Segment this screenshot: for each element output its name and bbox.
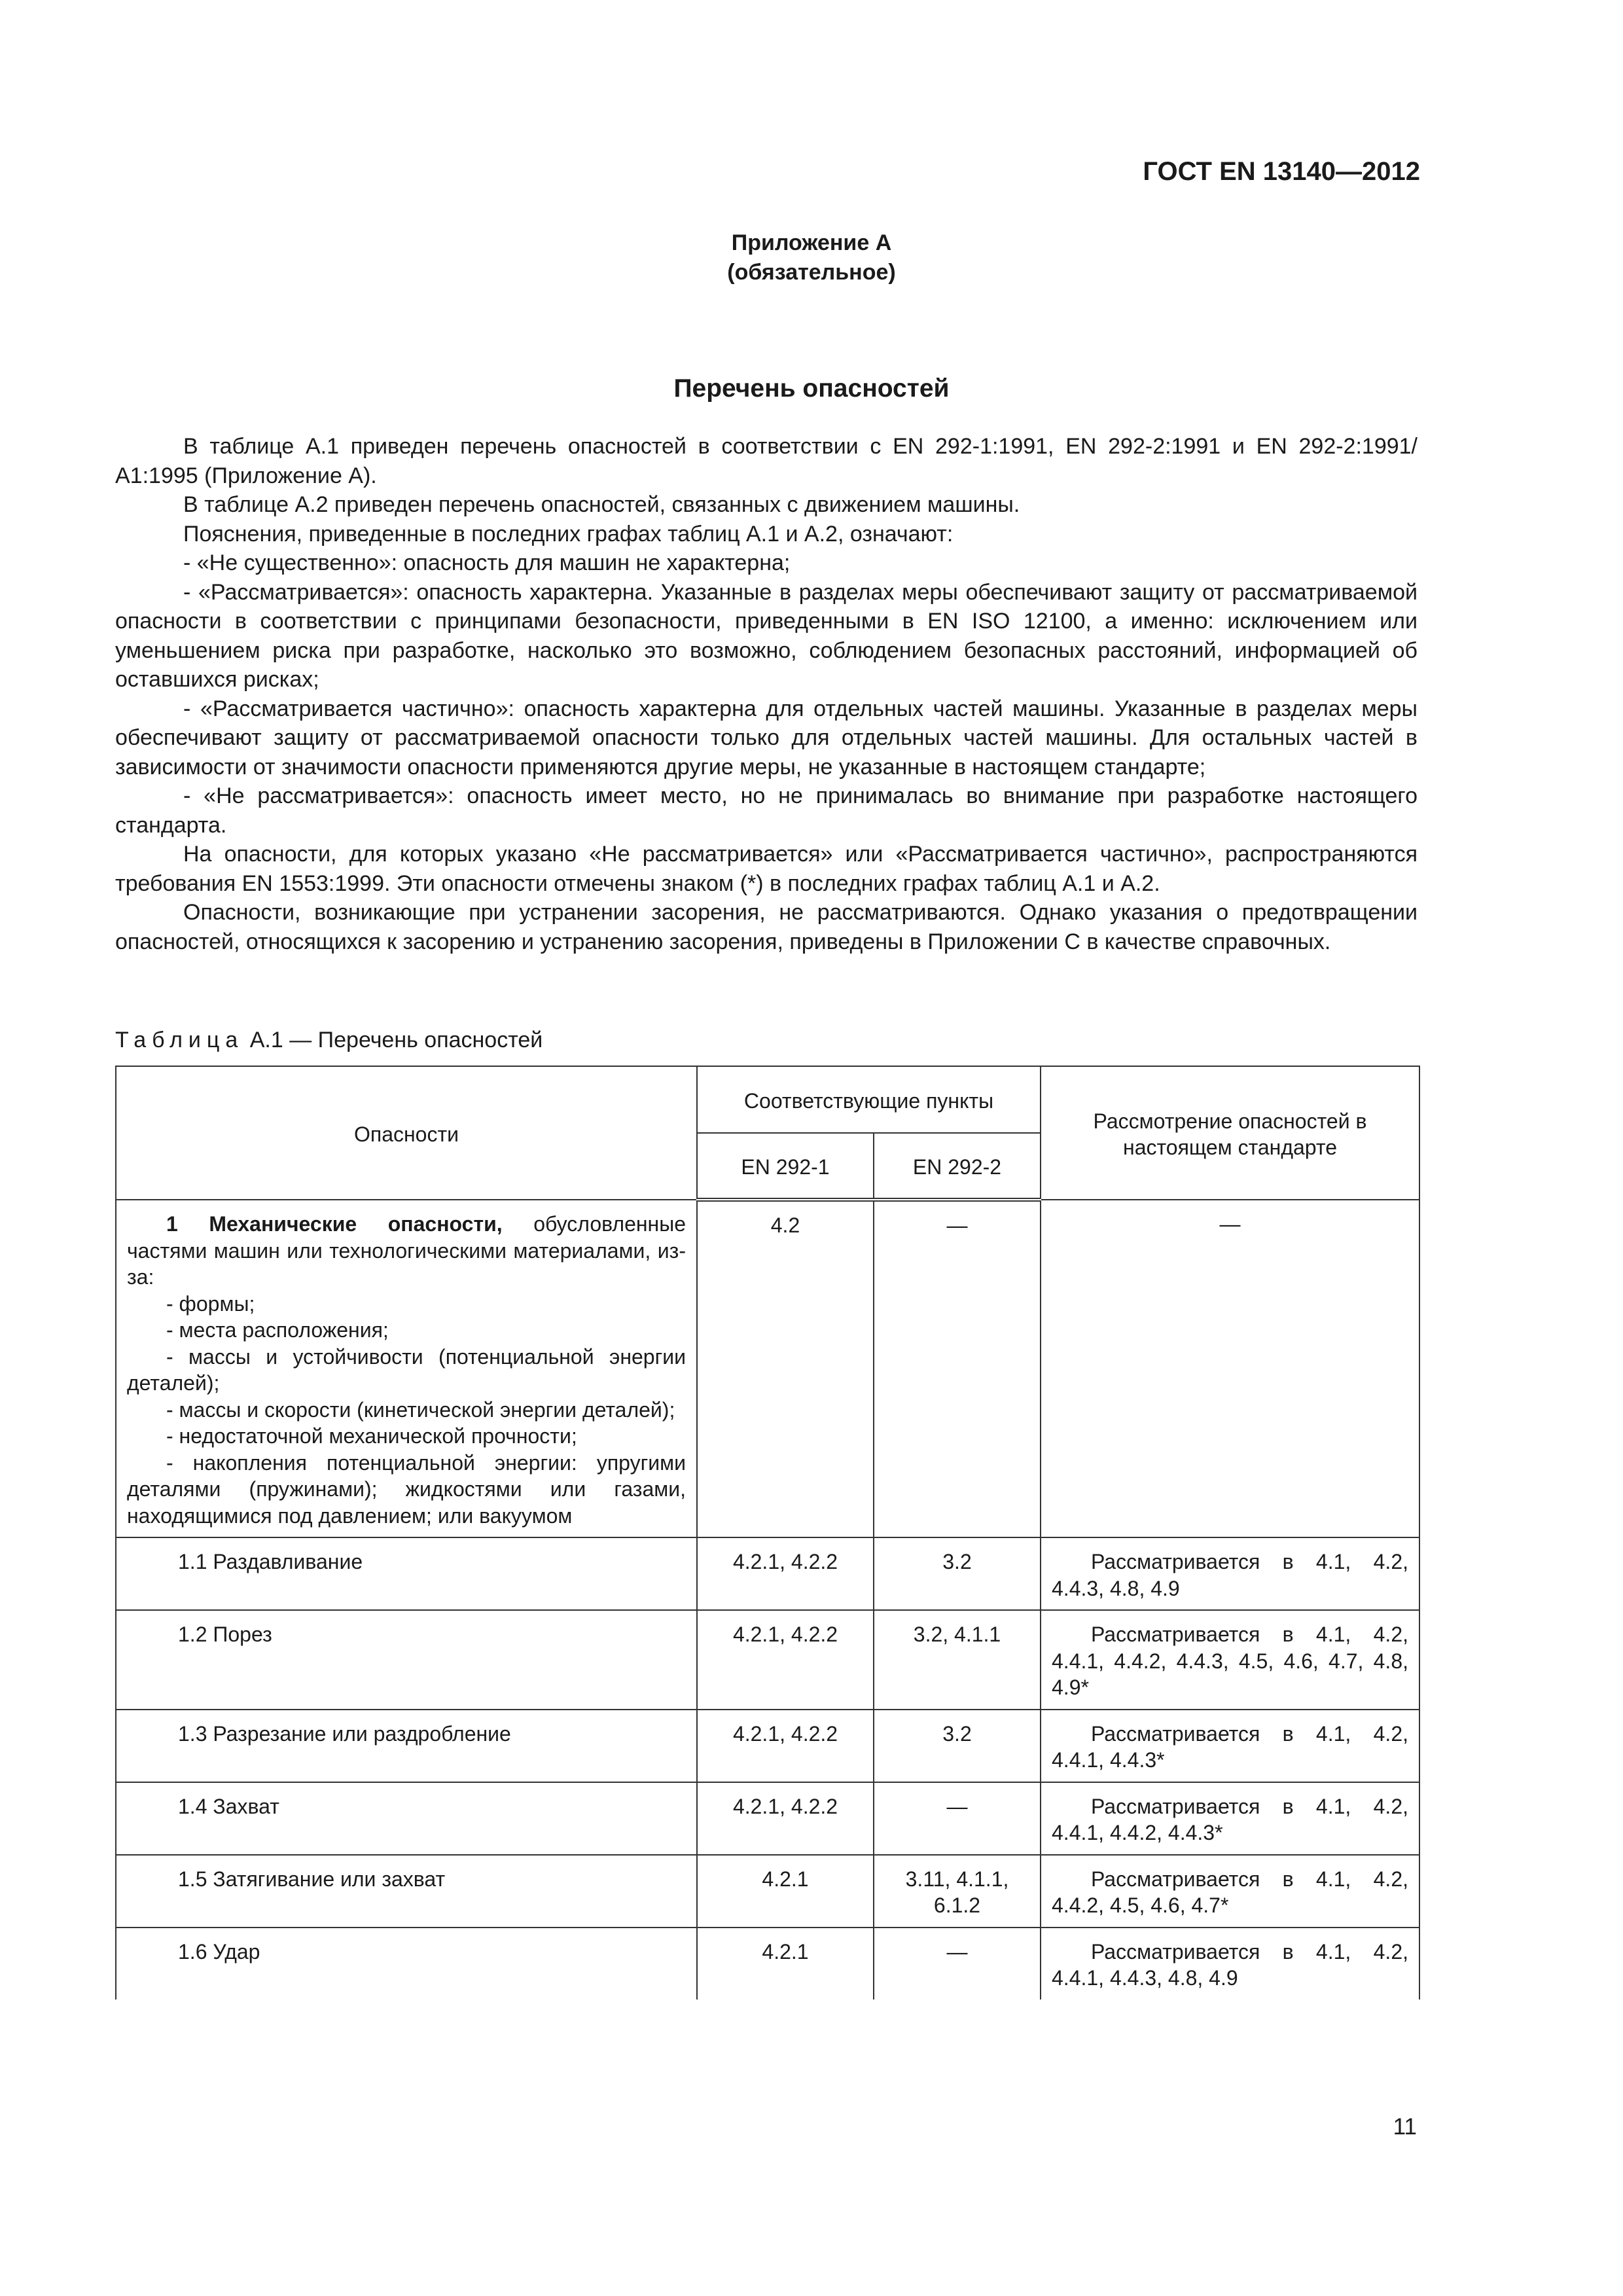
- en292-2-cell: 3.2: [874, 1537, 1041, 1610]
- table-row: [116, 1782, 1419, 1855]
- table-row: [116, 1610, 1419, 1710]
- table-row: [116, 1537, 1419, 1610]
- en292-1-cell: 4.2.1: [697, 1928, 874, 2000]
- header-consideration: Рассмотрение опасностей в настоящем стандарте: [1041, 1066, 1419, 1200]
- paragraph: - «Рассматривается частично»: опасность характерна для отдельных частей машины. Указанные в разделах меры обеспечивают защиту от рассматриваемой опасности только для отдельных частей машины. Для остальных частей в зависимости от значимости опасности применяются другие меры, не указанные в настоящем стандарте;: [115, 696, 1418, 780]
- hazard-group-item: - формы;: [166, 1291, 255, 1316]
- en292-2-cell: 3.2: [874, 1710, 1041, 1782]
- consideration-cell: [1041, 1782, 1419, 1855]
- paragraph: Опасности, возникающие при устранении засорения, не рассматриваются. Однако указания о предотвращении опасностей, относящихся к засорению и устранению засорения, приведены в Приложении С в качестве справочных.: [115, 900, 1418, 954]
- table-row: [116, 1855, 1419, 1928]
- paragraph: - «Не существенно»: опасность для машин не характерна;: [183, 550, 791, 575]
- hazard-name: 1.6 Удар: [178, 1939, 260, 1964]
- hazard-group-item: - массы и скорости (кинетической энергии деталей);: [166, 1397, 675, 1422]
- en292-2-cell: 3.2, 4.1.1: [874, 1610, 1041, 1710]
- consideration-text: Рассматривается в 4.1, 4.2, 4.4.3, 4.8, 4.9: [1052, 1550, 1408, 1600]
- consideration-cell: —: [1041, 1200, 1419, 1537]
- consideration-text: Рассматривается в 4.1, 4.2, 4.4.1, 4.4.2, 4.4.3, 4.5, 4.6, 4.7, 4.8, 4.9*: [1052, 1623, 1408, 1699]
- hazard-cell: [116, 1710, 697, 1782]
- en292-1-cell: 4.2.1, 4.2.2: [697, 1782, 874, 1855]
- hazard-name: 1.5 Затягивание или захват: [178, 1867, 446, 1891]
- body-text: [115, 432, 1418, 956]
- hazard-group-item: - накопления потенциальной энергии: упругими деталями (пружинами); жидкостями или газами, находящимися под давлением; или вакуумом: [127, 1450, 686, 1528]
- annex-status: (обязательное): [727, 260, 896, 285]
- table-row: [116, 1200, 1419, 1537]
- table-caption: [115, 1028, 543, 1053]
- hazard-cell: [116, 1610, 697, 1710]
- en292-1-cell: 4.2.1, 4.2.2: [697, 1610, 874, 1710]
- consideration-text: Рассматривается в 4.1, 4.2, 4.4.1, 4.4.3, 4.8, 4.9: [1052, 1939, 1408, 1990]
- hazard-group-text: [127, 1211, 686, 1291]
- en292-1-cell: 4.2.1: [697, 1855, 874, 1928]
- consideration-text: Рассматривается в 4.1, 4.2, 4.4.1, 4.4.2, 4.4.3*: [1052, 1794, 1408, 1844]
- consideration-cell: [1041, 1855, 1419, 1928]
- hazard-group-item: - недостаточной механической прочности;: [166, 1424, 577, 1448]
- section-title: Перечень опасностей: [673, 374, 950, 403]
- paragraph: В таблице А.2 приведен перечень опасностей, связанных с движением машины.: [183, 492, 1020, 517]
- paragraph: В таблице А.1 приведен перечень опасностей в соответствии с EN 292-1:1991, EN 292-2:1991 и EN 292-2:1991/А1:1995 (Приложение А).: [115, 434, 1418, 488]
- hazard-cell: [116, 1855, 697, 1928]
- en292-1-cell: 4.2.1, 4.2.2: [697, 1537, 874, 1610]
- consideration-cell: [1041, 1610, 1419, 1710]
- hazard-group-intro: обусловленные частями машин или технологическими материалами, из-за:: [127, 1212, 687, 1289]
- consideration-cell: [1041, 1928, 1419, 2000]
- header-hazards: Опасности: [116, 1066, 697, 1200]
- en292-2-cell: 3.11, 4.1.1, 6.1.2: [874, 1855, 1041, 1928]
- table-caption-label: Таблица: [115, 1028, 244, 1052]
- en292-2-cell: —: [874, 1928, 1041, 2000]
- paragraph: Пояснения, приведенные в последних графах таблиц А.1 и А.2, означают:: [183, 521, 954, 547]
- hazard-name: 1.4 Захват: [178, 1794, 279, 1818]
- hazard-group-cell: [116, 1200, 697, 1537]
- en292-1-cell: 4.2: [697, 1200, 874, 1537]
- hazard-group-item: - массы и устойчивости (потенциальной энергии деталей);: [127, 1344, 686, 1395]
- en292-2-cell: —: [874, 1200, 1041, 1537]
- hazard-name: 1.1 Раздавливание: [178, 1550, 363, 1573]
- table-caption-text: А.1 — Перечень опасностей: [243, 1028, 543, 1052]
- hazard-cell: [116, 1928, 697, 2000]
- hazards-table: [115, 1066, 1420, 2000]
- en292-1-cell: 4.2.1, 4.2.2: [697, 1710, 874, 1782]
- paragraph: - «Рассматривается»: опасность характерна. Указанные в разделах меры обеспечивают защиту от рассматриваемой опасности в соответствии с принципами безопасности, приведенными в EN ISO 12100, а именно: исключением или уменьшением риска при разработке, насколько это возможно, соблюдением безопасных расстояний, информацией об оставшихся рисках;: [115, 579, 1418, 692]
- consideration-text: Рассматривается в 4.1, 4.2, 4.4.2, 4.5, 4.6, 4.7*: [1052, 1867, 1408, 1917]
- header-en292-2: EN 292-2: [874, 1133, 1041, 1200]
- header-clauses: Соответствующие пункты: [697, 1066, 1041, 1133]
- paragraph: - «Не рассматривается»: опасность имеет место, но не принималась во внимание при разработке настоящего стандарта.: [115, 783, 1418, 838]
- hazard-group-title: 1 Механические опасности,: [166, 1212, 503, 1236]
- consideration-cell: [1041, 1537, 1419, 1610]
- en292-2-cell: —: [874, 1782, 1041, 1855]
- table-row: [116, 1928, 1419, 2000]
- paragraph: На опасности, для которых указано «Не рассматривается» или «Рассматривается частично», распространяются требования EN 1553:1999. Эти опасности отмечены знаком (*) в последних графах таблиц А.1 и А.2.: [115, 842, 1418, 896]
- annex-title: Приложение А: [731, 230, 892, 255]
- hazard-name: 1.3 Разрезание или раздробление: [178, 1721, 511, 1746]
- consideration-cell: [1041, 1710, 1419, 1782]
- hazard-name: 1.2 Порез: [178, 1623, 272, 1646]
- header-en292-1: EN 292-1: [697, 1133, 874, 1200]
- hazard-group-item: - места расположения;: [166, 1318, 389, 1342]
- consideration-text: Рассматривается в 4.1, 4.2, 4.4.1, 4.4.3*: [1052, 1721, 1408, 1772]
- page-number: 11: [1393, 2114, 1417, 2140]
- hazard-cell: [116, 1537, 697, 1610]
- hazard-cell: [116, 1782, 697, 1855]
- table-row: [116, 1710, 1419, 1782]
- standard-header: ГОСТ EN 13140—2012: [1143, 157, 1420, 186]
